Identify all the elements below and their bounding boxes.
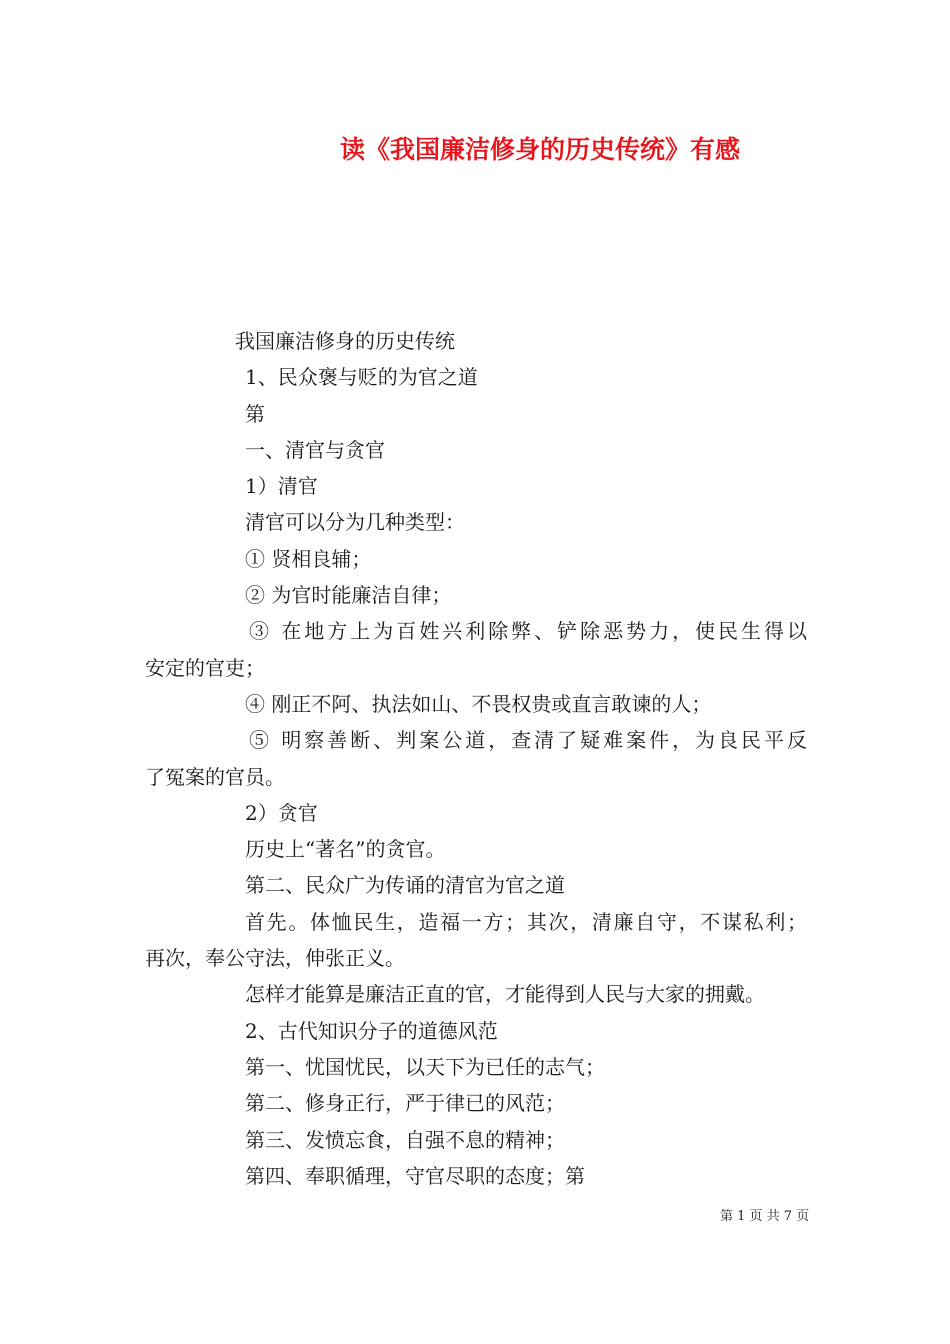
body-line: 第四、奉职循理，守官尽职的态度；第: [245, 1163, 585, 1188]
body-line: 怎样才能算是廉洁正直的官，才能得到人民与大家的拥戴。: [245, 982, 765, 1007]
body-line: 了冤案的官员。: [145, 764, 285, 789]
body-line: 第二、民众广为传诵的清官为官之道: [245, 873, 565, 898]
body-line: ④ 刚正不阿、执法如山、不畏权贵或直言敢谏的人；: [245, 691, 712, 716]
document-body: [145, 323, 807, 1194]
body-line: 再次，奉公守法，伸张正义。: [145, 946, 405, 971]
body-line: 第三、发愤忘食，自强不息的精神；: [245, 1127, 565, 1152]
body-line: 清官可以分为几种类型：: [245, 510, 465, 535]
body-line: 第二、修身正行，严于律已的风范；: [245, 1091, 565, 1116]
body-line: 历史上“著名”的贪官。: [245, 837, 446, 862]
page-footer: 第 1 页 共 7 页: [720, 1209, 810, 1224]
body-line: 一、清官与贪官: [245, 437, 385, 462]
body-line: 1）清官: [245, 474, 318, 499]
document-title: 读《我国廉洁修身的历史传统》有感: [339, 135, 740, 164]
body-line: 我国廉洁修身的历史传统: [235, 329, 455, 353]
body-line: 首先。体恤民生，造福一方；其次，清廉自守，不谋私利；: [245, 909, 807, 934]
body-line: ⑤ 明察善断、判案公道，查清了疑难案件，为良民平反: [249, 728, 807, 753]
body-line: ③ 在地方上为百姓兴利除弊、铲除恶势力，使民生得以: [249, 619, 807, 644]
body-line: 第一、忧国忧民，以天下为已任的志气；: [245, 1054, 605, 1079]
body-line: 第: [245, 401, 265, 426]
body-line: 2）贪官: [245, 800, 318, 825]
body-line: ① 贤相良辅；: [245, 546, 372, 571]
body-line: 2、古代知识分子的道德风范: [245, 1018, 498, 1043]
body-line: ② 为官时能廉洁自律；: [245, 583, 452, 608]
body-line: 安定的官吏；: [145, 655, 265, 680]
body-line: 1、民众褒与贬的为官之道: [245, 365, 478, 390]
